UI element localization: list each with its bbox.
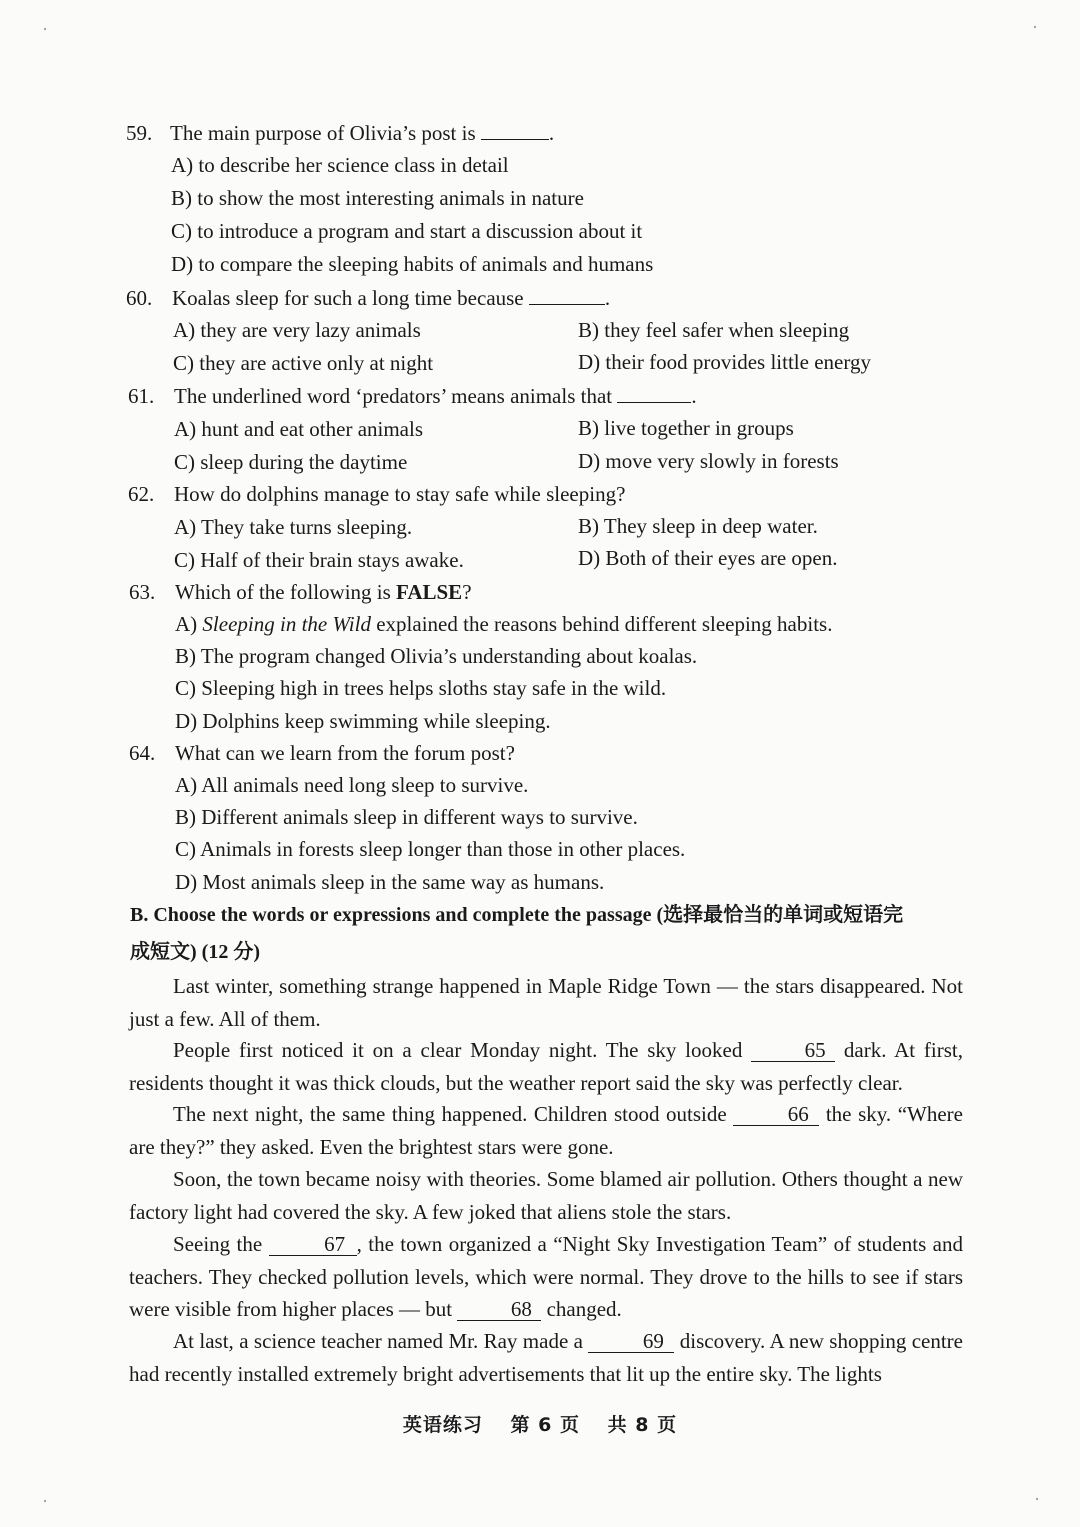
option-60-c: C) they are active only at night [173,351,434,375]
option-63-b: B) The program changed Olivia’s understanding about koalas. [175,644,698,668]
option-61-d: D) move very slowly in forests [578,449,839,473]
stem-end: . [604,286,611,310]
passage-paragraph-2 [129,1034,963,1099]
stem-emphasis: FALSE [396,580,463,604]
paragraph-text: , the town organized a “Night Sky Investigation Team” of students and teachers. They checked pollution levels, which were normal. They drove to the hills to see if stars were visible from higher places — but [129,1232,964,1321]
option-59-c: C) to introduce a program and start a discussion about it [171,219,643,243]
option-62-d: D) Both of their eyes are open. [578,546,838,570]
footer-page: 第 6 页 [510,1414,580,1436]
stem-end: . [691,384,697,408]
option-label: A) [175,612,203,636]
blank-69[interactable]: 69 [588,1330,674,1353]
question-number: 64. [129,741,156,765]
question-number: 59. [126,121,153,145]
passage-paragraph-4: Soon, the town became noisy with theories. Some blamed air pollution. Others thought a new factory light had covered the sky. A few joked that aliens stole the stars. [129,1167,963,1224]
paragraph-text: dark. At first, residents thought it was thick clouds, but the weather report said the sky was perfectly clear. [129,1038,963,1095]
scan-speck [1036,1498,1038,1500]
page-footer [0,1410,1080,1437]
option-64-b: B) Different animals sleep in different ways to survive. [175,805,638,829]
answer-blank[interactable] [617,402,691,403]
blank-66[interactable]: 66 [733,1103,819,1126]
paragraph-text: People first noticed it on a clear Monday night. The sky looked [173,1038,752,1062]
paragraph-text: the sky. “Where are they?” they asked. Even the brightest stars were gone. [129,1102,963,1159]
option-60-d: D) their food provides little energy [578,350,871,374]
option-59-b: B) to show the most interesting animals in nature [171,186,584,210]
option-62-c: C) Half of their brain stays awake. [174,548,464,572]
scan-speck [44,28,46,30]
option-61-c: C) sleep during the daytime [174,450,408,474]
paragraph-text: At last, a science teacher named Mr. Ray made a [173,1329,589,1353]
question-63 [129,579,472,605]
option-59-d: D) to compare the sleeping habits of animals and humans [171,252,654,276]
paragraph-text: discovery. A new shopping centre had recently installed extremely bright advertisements that lit up the entire sky. The lights [129,1329,963,1386]
option-63-a [175,611,832,637]
stem-end: ? [462,580,472,604]
question-stem: What can we learn from the forum post? [175,741,515,765]
question-stem: How do dolphins manage to stay safe while sleeping? [174,482,626,506]
question-number: 60. [126,286,153,310]
option-61-b: B) live together in groups [578,416,794,440]
option-59-a: A) to describe her science class in detail [171,153,509,177]
question-61 [128,383,697,409]
stem-end: . [548,121,555,145]
question-stem: The underlined word ‘predators’ means animals that [174,384,618,408]
footer-total: 共 8 页 [607,1414,678,1436]
question-60 [126,285,610,311]
blank-65[interactable]: 65 [751,1039,835,1062]
option-61-a: A) hunt and eat other animals [174,417,424,441]
program-title: Sleeping in the Wild [202,612,371,636]
scan-speck [1034,26,1036,28]
option-64-d: D) Most animals sleep in the same way as humans. [175,870,605,894]
footer-subject: 英语练习 [402,1414,483,1436]
passage-paragraph-5 [129,1228,963,1326]
scan-speck [44,1500,46,1502]
question-62 [128,481,625,507]
passage-paragraph-1: Last winter, something strange happened in Maple Ridge Town — the stars disappeared. Not just a few. All of them. [129,974,963,1031]
option-62-a: A) They take turns sleeping. [174,515,413,539]
paragraph-text: The next night, the same thing happened. Children stood outside [173,1102,734,1126]
question-64 [129,740,515,766]
question-59 [126,120,554,146]
question-number: 62. [128,482,155,506]
answer-blank[interactable] [529,304,605,305]
blank-68[interactable]: 68 [457,1298,541,1321]
option-63-c: C) Sleeping high in trees helps sloths stay safe in the wild. [175,676,667,700]
question-stem: Koalas sleep for such a long time because [172,286,529,310]
passage-paragraph-6 [129,1325,963,1390]
question-number: 63. [129,580,156,604]
section-b-heading: B. Choose the words or expressions and complete the passage (选择最恰当的单词或短语完 [130,904,904,926]
paragraph-text: changed. [541,1297,622,1321]
option-60-b: B) they feel safer when sleeping [578,318,850,342]
option-63-d: D) Dolphins keep swimming while sleeping. [175,709,551,733]
passage-paragraph-3 [129,1098,963,1163]
question-stem: The main purpose of Olivia’s post is [170,121,481,145]
paragraph-text: Seeing the [173,1232,269,1256]
option-text: explained the reasons behind different sleeping habits. [370,612,833,636]
blank-67[interactable]: 67 [269,1233,357,1256]
question-stem: Which of the following is [175,580,397,604]
option-60-a: A) they are very lazy animals [173,318,421,342]
option-64-c: C) Animals in forests sleep longer than those in other places. [175,837,686,861]
question-number: 61. [128,384,155,408]
answer-blank[interactable] [481,139,549,140]
option-64-a: A) All animals need long sleep to survive. [175,773,529,797]
section-b-heading-cont: 成短文) (12 分) [130,941,260,963]
option-62-b: B) They sleep in deep water. [578,514,818,538]
